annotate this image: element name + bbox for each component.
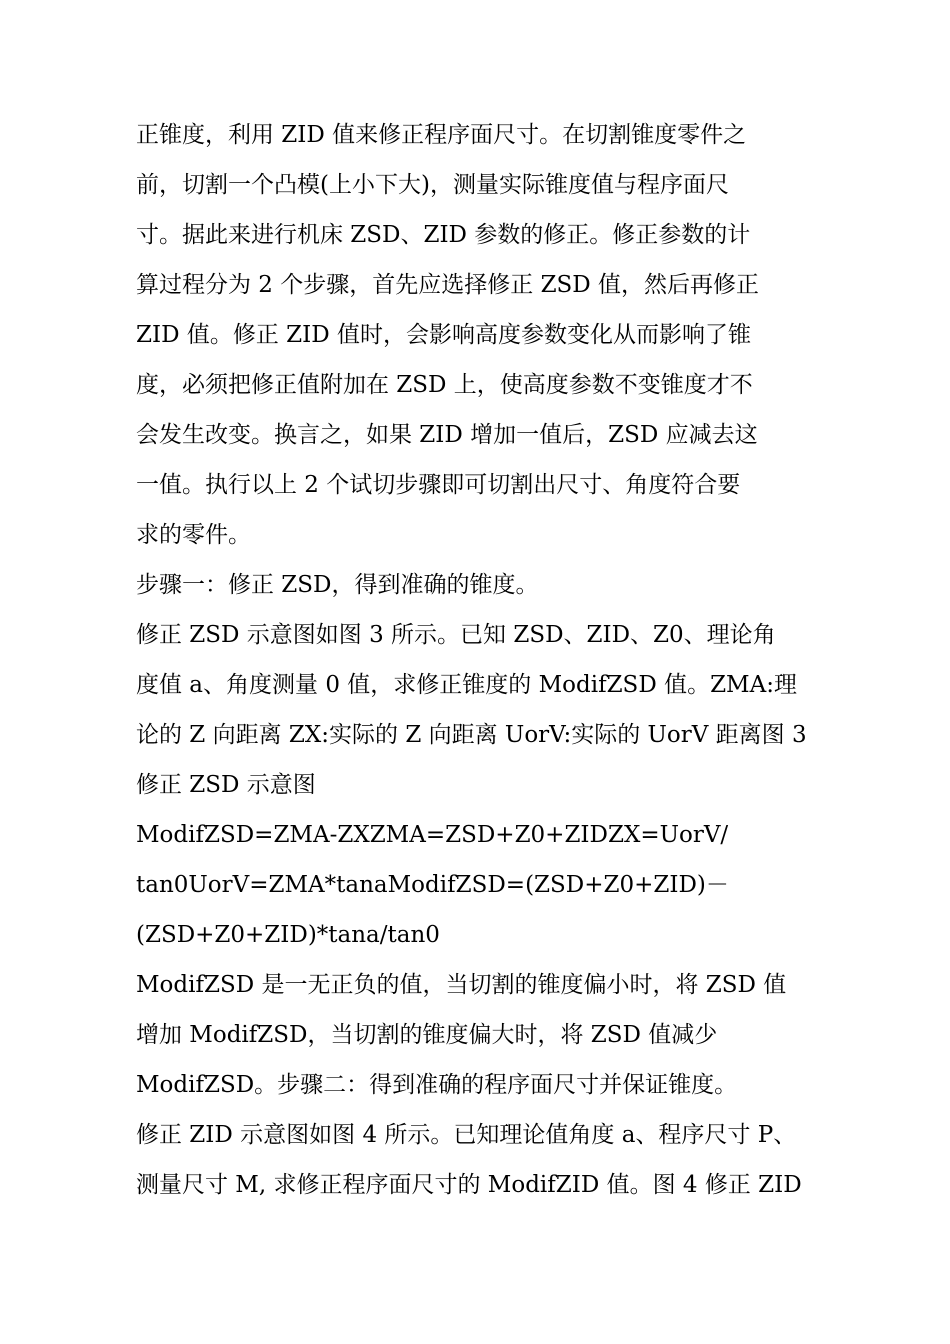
text-line: 修正 ZID 示意图如图 4 所示。已知理论值角度 a、程序尺寸 P、	[136, 1122, 797, 1148]
text-line: 算过程分为 2 个步骤，首先应选择修正 ZSD 值，然后再修正	[136, 272, 760, 298]
figure-caption: 修正 ZSD 示意图	[136, 772, 316, 798]
text-line: 正锥度，利用 ZID 值来修正程序面尺寸。在切割锥度零件之	[136, 122, 747, 148]
formula-line: ModifZSD=ZMA-ZXZMA=ZSD+Z0+ZIDZX=UorV/	[136, 822, 729, 848]
text-line: ModifZSD。步骤二：得到准确的程序面尺寸并保证锥度。	[136, 1072, 738, 1098]
text-line: 增加 ModifZSD，当切割的锥度偏大时，将 ZSD 值减少	[136, 1022, 718, 1048]
formula-line: (ZSD+Z0+ZID)*tana/tan0	[136, 922, 440, 948]
body-text	[136, 110, 826, 1210]
text-line: 度，必须把修正值附加在 ZSD 上，使高度参数不变锥度才不	[136, 372, 753, 398]
step-one-heading: 步骤一：修正 ZSD，得到准确的锥度。	[136, 572, 539, 598]
text-line: ZID 值。修正 ZID 值时，会影响高度参数变化从而影响了锥	[136, 322, 751, 348]
text-line: ModifZSD 是一无正负的值，当切割的锥度偏小时，将 ZSD 值	[136, 972, 787, 998]
formula-line: tan0UorV=ZMA*tanaModifZSD=(ZSD+Z0+ZID)－	[136, 872, 729, 898]
text-line: 求的零件。	[136, 522, 251, 548]
text-line: 寸。据此来进行机床 ZSD、ZID 参数的修正。修正参数的计	[136, 222, 751, 248]
text-line: 测量尺寸 M, 求修正程序面尺寸的 ModifZID 值。图 4 修正 ZID	[136, 1172, 802, 1198]
text-line: 度值 a、角度测量 0 值，求修正锥度的 ModifZSD 值。ZMA:理	[136, 672, 797, 698]
text-line: 论的 Z 向距离 ZX:实际的 Z 向距离 UorV:实际的 UorV 距离图 3	[136, 722, 807, 748]
text-line: 前，切割一个凸模(上小下大)，测量实际锥度值与程序面尺	[136, 172, 729, 198]
text-line: 修正 ZSD 示意图如图 3 所示。已知 ZSD、ZID、Z0、理论角	[136, 622, 776, 648]
text-line: 一值。执行以上 2 个试切步骤即可切割出尺寸、角度符合要	[136, 472, 741, 498]
text-line: 会发生改变。换言之，如果 ZID 增加一值后，ZSD 应减去这	[136, 422, 758, 448]
